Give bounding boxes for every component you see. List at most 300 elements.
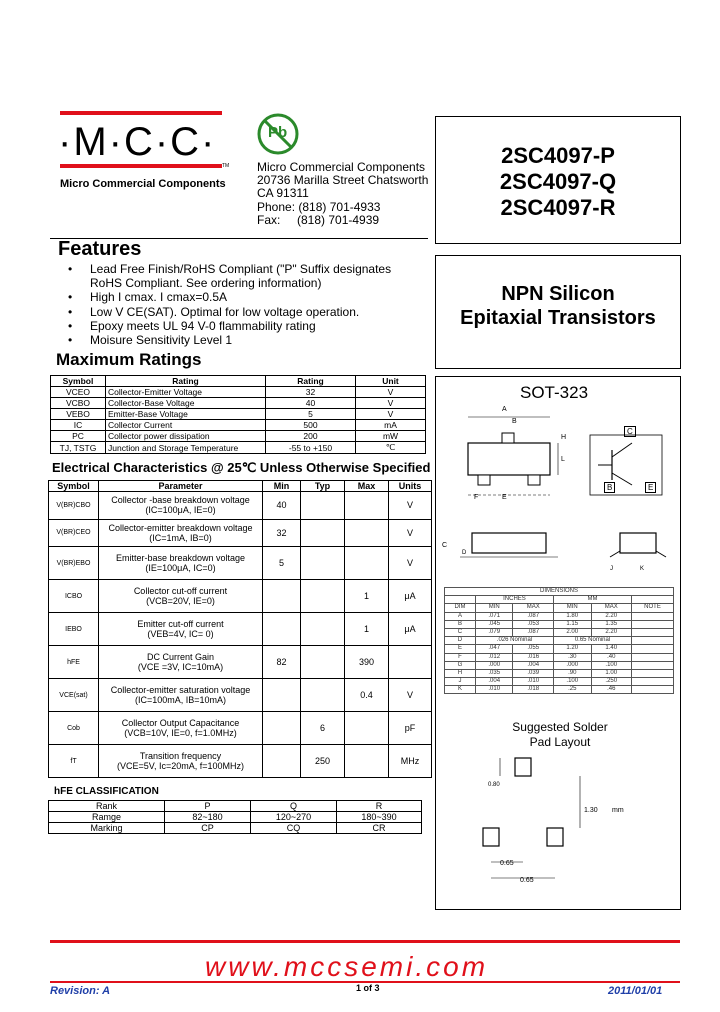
cell: .000 bbox=[475, 661, 513, 669]
cell: -55 to +150 bbox=[266, 442, 356, 454]
param-cond: (IC=100μA, IE=0) bbox=[145, 505, 216, 516]
cell: 1.00 bbox=[591, 669, 632, 677]
cell: 1 bbox=[345, 580, 389, 613]
param-text: Transition frequency bbox=[139, 751, 222, 761]
description-line: Epitaxial Transistors bbox=[460, 307, 656, 329]
cell bbox=[632, 637, 674, 645]
param-cond: (VEB=4V, IC= 0) bbox=[147, 629, 214, 639]
cell bbox=[263, 580, 301, 613]
description-box bbox=[435, 255, 681, 369]
cell bbox=[632, 686, 674, 694]
feature-text: Low V CE(SAT). Optimal for low voltage operation. bbox=[90, 304, 360, 319]
cell: .004 bbox=[475, 678, 513, 686]
param-cond: (VCE =3V, IC=10mA) bbox=[137, 662, 224, 672]
table-row bbox=[445, 653, 674, 661]
solder-title-line: Suggested Solder bbox=[512, 720, 608, 734]
pin-label-b: B bbox=[604, 482, 615, 493]
table-row bbox=[445, 628, 674, 636]
feature-item bbox=[68, 290, 391, 304]
cell bbox=[99, 679, 263, 712]
dim-label-c: C bbox=[442, 542, 448, 549]
cell: NOTE bbox=[632, 604, 674, 612]
table-row bbox=[49, 492, 432, 520]
cell: 32 bbox=[263, 519, 301, 547]
features-list bbox=[68, 262, 391, 347]
cell: V(BR)CBO bbox=[49, 492, 99, 520]
cell: .055 bbox=[513, 645, 554, 653]
table-header-row bbox=[49, 481, 432, 492]
package-body-end bbox=[620, 533, 656, 553]
cell: .018 bbox=[513, 686, 554, 694]
table-row bbox=[51, 420, 426, 431]
cell: Collector power dissipation bbox=[106, 431, 266, 442]
table-row bbox=[49, 679, 432, 712]
cell: Rank bbox=[49, 801, 165, 812]
cell bbox=[99, 712, 263, 745]
cell: .012 bbox=[475, 653, 513, 661]
cell: .40 bbox=[591, 653, 632, 661]
dim-label-h: H bbox=[561, 434, 567, 441]
cell: .071 bbox=[475, 612, 513, 620]
table-row bbox=[49, 646, 432, 679]
cell: 390 bbox=[345, 646, 389, 679]
cell: B bbox=[445, 620, 476, 628]
cell: V bbox=[356, 387, 426, 398]
dim-label-d: D bbox=[462, 550, 467, 556]
cell: 180~390 bbox=[337, 812, 422, 823]
table-header-row bbox=[445, 596, 674, 604]
col-header: Symbol bbox=[49, 481, 99, 492]
cell bbox=[632, 645, 674, 653]
page-number: 1 of 3 bbox=[356, 983, 380, 993]
dim-label-j: J bbox=[610, 566, 613, 572]
features-heading: Features bbox=[58, 238, 142, 260]
cell bbox=[99, 492, 263, 520]
cell bbox=[99, 547, 263, 580]
table-row bbox=[445, 686, 674, 694]
table-row bbox=[51, 398, 426, 409]
table-row bbox=[51, 387, 426, 398]
table-row bbox=[445, 669, 674, 677]
cell bbox=[632, 612, 674, 620]
solder-pad-top bbox=[515, 758, 531, 776]
cell: P bbox=[165, 801, 251, 812]
feature-text: Epoxy meets UL 94 V-0 flammability rating bbox=[90, 318, 316, 333]
param-text: Emitter-base breakdown voltage bbox=[115, 553, 246, 563]
hfe-classification-heading: hFE CLASSIFICATION bbox=[54, 786, 159, 797]
cell: V bbox=[389, 519, 432, 547]
solder-dim-4: 0.65 bbox=[520, 877, 534, 884]
address-line: Fax: (818) 701-4939 bbox=[257, 212, 380, 227]
table-row bbox=[49, 745, 432, 778]
cell: G bbox=[445, 661, 476, 669]
cell: Q bbox=[251, 801, 337, 812]
cell: .30 bbox=[553, 653, 591, 661]
cell bbox=[632, 620, 674, 628]
col-header: Unit bbox=[356, 376, 426, 387]
cell: IEBO bbox=[49, 613, 99, 646]
cell: .90 bbox=[553, 669, 591, 677]
cell bbox=[301, 613, 345, 646]
cell: ICBO bbox=[49, 580, 99, 613]
cell: IC bbox=[51, 420, 106, 431]
pin-bottom-left bbox=[478, 475, 490, 485]
cell: Collector-Emitter Voltage bbox=[106, 387, 266, 398]
table-row bbox=[445, 678, 674, 686]
company-caption: Micro Commercial Components bbox=[60, 178, 226, 190]
solder-pad-left bbox=[483, 828, 499, 846]
cell: mA bbox=[356, 420, 426, 431]
table-row bbox=[49, 812, 422, 823]
col-header: Max bbox=[345, 481, 389, 492]
revision-date: 2011/01/01 bbox=[608, 985, 663, 997]
table-row bbox=[51, 442, 426, 454]
cell: 82~180 bbox=[165, 812, 251, 823]
param-cond: (IC=1mA, IB=0) bbox=[149, 532, 212, 543]
cell bbox=[632, 628, 674, 636]
solder-dim-2: 1.30 bbox=[584, 807, 598, 814]
cell: .016 bbox=[513, 653, 554, 661]
table-row bbox=[445, 637, 674, 645]
param-text: Collector -base breakdown voltage bbox=[111, 495, 250, 506]
solder-pad-drawing bbox=[470, 750, 640, 890]
cell: 200 bbox=[266, 431, 356, 442]
cell: J bbox=[445, 678, 476, 686]
cell: 0.65 Nominal bbox=[553, 637, 631, 645]
solder-dim-1: 0.80 bbox=[488, 782, 500, 788]
cell: Collector-Base Voltage bbox=[106, 398, 266, 409]
cell: 1.15 bbox=[553, 620, 591, 628]
cell: 40 bbox=[266, 398, 356, 409]
cell bbox=[389, 646, 432, 679]
param-cond: (VCB=20V, IE=0) bbox=[146, 596, 215, 606]
website-link[interactable]: www.mccsemi.com bbox=[205, 951, 489, 982]
solder-pad-right bbox=[547, 828, 563, 846]
package-name: SOT-323 bbox=[520, 383, 589, 402]
cell: V bbox=[389, 547, 432, 580]
cell: .100 bbox=[591, 661, 632, 669]
bullet: • bbox=[68, 333, 73, 348]
max-ratings-heading: Maximum Ratings bbox=[56, 350, 202, 369]
company-address bbox=[257, 161, 428, 227]
col-header: Min bbox=[263, 481, 301, 492]
cell bbox=[301, 679, 345, 712]
cell: MIN bbox=[553, 604, 591, 612]
table-row bbox=[445, 620, 674, 628]
pin-label-c: C bbox=[624, 426, 636, 437]
cell bbox=[301, 519, 345, 547]
cell: .100 bbox=[553, 678, 591, 686]
cell: Ramge bbox=[49, 812, 165, 823]
cell: E bbox=[445, 645, 476, 653]
col-header: Rating bbox=[266, 376, 356, 387]
cell: MAX bbox=[513, 604, 554, 612]
package-body-side bbox=[472, 533, 546, 553]
solder-title-line: Pad Layout bbox=[529, 735, 591, 749]
cell bbox=[632, 669, 674, 677]
cell: .026 Nominal bbox=[475, 637, 553, 645]
cell bbox=[99, 580, 263, 613]
cell bbox=[263, 745, 301, 778]
cell: V bbox=[389, 679, 432, 712]
address-line: Micro Commercial Components bbox=[257, 160, 426, 174]
bullet: • bbox=[68, 262, 73, 276]
param-text: Collector-emitter breakdown voltage bbox=[108, 522, 253, 533]
cell: V(BR)CEO bbox=[49, 519, 99, 547]
pb-label: Pb bbox=[268, 124, 288, 141]
cell: F bbox=[445, 653, 476, 661]
table-row bbox=[445, 645, 674, 653]
cell bbox=[301, 492, 345, 520]
cell: DIM bbox=[445, 604, 476, 612]
feature-text: Lead Free Finish/RoHS Compliant ("P" Suffix designates bbox=[90, 262, 392, 276]
pin-top bbox=[502, 433, 514, 443]
cell: .047 bbox=[475, 645, 513, 653]
solder-dim-2-unit: mm bbox=[612, 807, 624, 814]
cell bbox=[301, 646, 345, 679]
table-row bbox=[445, 612, 674, 620]
col-header: Units bbox=[389, 481, 432, 492]
cell: Junction and Storage Temperature bbox=[106, 442, 266, 454]
col-header: Symbol bbox=[51, 376, 106, 387]
cell: .000 bbox=[553, 661, 591, 669]
cell: 0.4 bbox=[345, 679, 389, 712]
cell: 40 bbox=[263, 492, 301, 520]
package-body-top bbox=[468, 443, 550, 475]
cell: 5 bbox=[263, 547, 301, 580]
cell: μA bbox=[389, 580, 432, 613]
cell: mW bbox=[356, 431, 426, 442]
cell: V(BR)EBO bbox=[49, 547, 99, 580]
table-row bbox=[49, 547, 432, 580]
mcc-logo bbox=[58, 120, 228, 165]
feature-item bbox=[68, 305, 391, 319]
table-row bbox=[51, 431, 426, 442]
cell: .035 bbox=[475, 669, 513, 677]
col-header: Rating bbox=[106, 376, 266, 387]
cell: R bbox=[337, 801, 422, 812]
cell: 2.20 bbox=[591, 612, 632, 620]
cell: INCHES bbox=[475, 596, 553, 604]
cell: 1.80 bbox=[553, 612, 591, 620]
cell bbox=[345, 745, 389, 778]
cell: H bbox=[445, 669, 476, 677]
cell: .053 bbox=[513, 620, 554, 628]
cell: 6 bbox=[301, 712, 345, 745]
address-line: 20736 Marilla Street Chatsworth bbox=[257, 173, 429, 188]
cell: 1.40 bbox=[591, 645, 632, 653]
cell: ℃ bbox=[356, 442, 426, 454]
cell: .25 bbox=[553, 686, 591, 694]
cell: 1.20 bbox=[553, 645, 591, 653]
cell: D bbox=[445, 637, 476, 645]
cell: .250 bbox=[591, 678, 632, 686]
param-text: DC Current Gain bbox=[146, 652, 215, 662]
part-number: 2SC4097-Q bbox=[499, 169, 617, 194]
feature-text: High I cmax. I cmax=0.5A bbox=[90, 290, 228, 305]
cell: fT bbox=[49, 745, 99, 778]
cell: 500 bbox=[266, 420, 356, 431]
cell: 1 bbox=[345, 613, 389, 646]
cell: .010 bbox=[475, 686, 513, 694]
bullet: • bbox=[68, 304, 73, 319]
table-row bbox=[49, 712, 432, 745]
cell: .079 bbox=[475, 628, 513, 636]
cell: Collector Current bbox=[106, 420, 266, 431]
cell: 2.20 bbox=[591, 628, 632, 636]
table-header-row bbox=[445, 588, 674, 596]
param-text: Emitter cut-off current bbox=[137, 619, 224, 629]
cell: pF bbox=[389, 712, 432, 745]
cell: VCEO bbox=[51, 387, 106, 398]
cell: CP bbox=[165, 823, 251, 834]
cell: 5 bbox=[266, 409, 356, 420]
feature-item bbox=[68, 262, 391, 290]
table-row bbox=[49, 801, 422, 812]
table-row bbox=[51, 409, 426, 420]
description-line: NPN Silicon bbox=[501, 283, 615, 305]
part-number-box bbox=[435, 116, 681, 244]
cell: .039 bbox=[513, 669, 554, 677]
cell: C bbox=[445, 628, 476, 636]
param-cond: (VCE=5V, Ic=20mA, f=100MHz) bbox=[117, 761, 244, 771]
cell: 1.35 bbox=[591, 620, 632, 628]
dim-label-k: K bbox=[640, 566, 645, 572]
dim-label-b: B bbox=[512, 418, 517, 425]
param-text: Collector-emitter saturation voltage bbox=[110, 685, 251, 695]
dimensions-table bbox=[444, 587, 674, 694]
table-row bbox=[49, 613, 432, 646]
cell: 250 bbox=[301, 745, 345, 778]
cell: CR bbox=[337, 823, 422, 834]
cell: 82 bbox=[263, 646, 301, 679]
table-row bbox=[49, 519, 432, 547]
cell: V bbox=[356, 409, 426, 420]
cell: MAX bbox=[591, 604, 632, 612]
cell: VEBO bbox=[51, 409, 106, 420]
cell: CQ bbox=[251, 823, 337, 834]
solder-dim-3: 0.65 bbox=[500, 860, 514, 867]
col-header: Parameter bbox=[99, 481, 263, 492]
cell bbox=[263, 679, 301, 712]
address-line: Phone: (818) 701-4933 bbox=[257, 199, 381, 214]
table-header-row bbox=[51, 376, 426, 387]
cell: Emitter-Base Voltage bbox=[106, 409, 266, 420]
cell bbox=[99, 646, 263, 679]
electrical-heading: Electrical Characteristics @ 25℃ Unless Otherwise Specified bbox=[52, 460, 431, 475]
cell bbox=[99, 745, 263, 778]
cell: 32 bbox=[266, 387, 356, 398]
table-row bbox=[445, 661, 674, 669]
dim-label-l: L bbox=[561, 456, 565, 463]
param-cond: (IC=100mA, IB=10mA) bbox=[134, 695, 227, 705]
cell bbox=[632, 661, 674, 669]
table-header-row bbox=[445, 604, 674, 612]
cell bbox=[301, 547, 345, 580]
cell bbox=[632, 678, 674, 686]
cell: DIMENSIONS bbox=[445, 588, 674, 596]
cell: MIN bbox=[475, 604, 513, 612]
cell bbox=[345, 712, 389, 745]
logo-tm: TM bbox=[222, 163, 230, 169]
cell bbox=[263, 712, 301, 745]
logo-top-bar bbox=[60, 111, 222, 115]
cell bbox=[263, 613, 301, 646]
cell: Marking bbox=[49, 823, 165, 834]
cell: 120~270 bbox=[251, 812, 337, 823]
cell: V bbox=[356, 398, 426, 409]
col-header: Typ bbox=[301, 481, 345, 492]
cell: hFE bbox=[49, 646, 99, 679]
param-cond: (VCB=10V, IE=0, f=1.0MHz) bbox=[124, 728, 237, 738]
cell: .004 bbox=[513, 661, 554, 669]
dim-label-e: E bbox=[502, 494, 507, 501]
revision-label: Revision: A bbox=[50, 985, 111, 997]
table-row bbox=[49, 823, 422, 834]
feature-item bbox=[68, 319, 391, 333]
cell: .46 bbox=[591, 686, 632, 694]
cell bbox=[345, 492, 389, 520]
cell: .045 bbox=[475, 620, 513, 628]
footer-bar bbox=[50, 940, 680, 943]
part-number: 2SC4097-R bbox=[500, 195, 616, 220]
electrical-table bbox=[48, 480, 432, 778]
cell: .087 bbox=[513, 612, 554, 620]
cell: 2.00 bbox=[553, 628, 591, 636]
logo-text: ·M·C·C· bbox=[58, 120, 217, 164]
cell bbox=[345, 547, 389, 580]
cell bbox=[632, 653, 674, 661]
cell: .087 bbox=[513, 628, 554, 636]
feature-text: RoHS Compliant. See ordering information) bbox=[90, 276, 322, 291]
cell: .010 bbox=[513, 678, 554, 686]
cell: A bbox=[445, 612, 476, 620]
pin-bottom-right bbox=[528, 475, 540, 485]
cell: MHz bbox=[389, 745, 432, 778]
feature-item bbox=[68, 333, 391, 347]
cell: VCE(sat) bbox=[49, 679, 99, 712]
cell bbox=[99, 613, 263, 646]
param-text: Collector Output Capacitance bbox=[121, 718, 240, 728]
cell: PC bbox=[51, 431, 106, 442]
table-row bbox=[49, 580, 432, 613]
cell: MM bbox=[553, 596, 631, 604]
pin-label-e: E bbox=[645, 482, 656, 493]
bullet: • bbox=[68, 318, 73, 333]
param-text: Collector cut-off current bbox=[133, 586, 228, 596]
hfe-classification-table bbox=[48, 800, 422, 834]
cell: VCBO bbox=[51, 398, 106, 409]
cell bbox=[99, 519, 263, 547]
pb-free-badge bbox=[256, 112, 300, 156]
dim-label-f: F bbox=[474, 494, 479, 501]
part-number: 2SC4097-P bbox=[501, 143, 615, 168]
cell bbox=[345, 519, 389, 547]
cell: K bbox=[445, 686, 476, 694]
max-ratings-table bbox=[50, 375, 426, 454]
bullet: • bbox=[68, 290, 73, 305]
dim-label-a: A bbox=[502, 406, 507, 413]
solder-title bbox=[500, 720, 620, 750]
cell: TJ, TSTG bbox=[51, 442, 106, 454]
address-line: CA 91311 bbox=[257, 186, 309, 201]
cell: Cob bbox=[49, 712, 99, 745]
cell bbox=[301, 580, 345, 613]
cell: μA bbox=[389, 613, 432, 646]
param-cond: (IE=100μA, IC=0) bbox=[145, 563, 216, 573]
feature-text: Moisure Sensitivity Level 1 bbox=[90, 333, 233, 348]
cell: V bbox=[389, 492, 432, 520]
